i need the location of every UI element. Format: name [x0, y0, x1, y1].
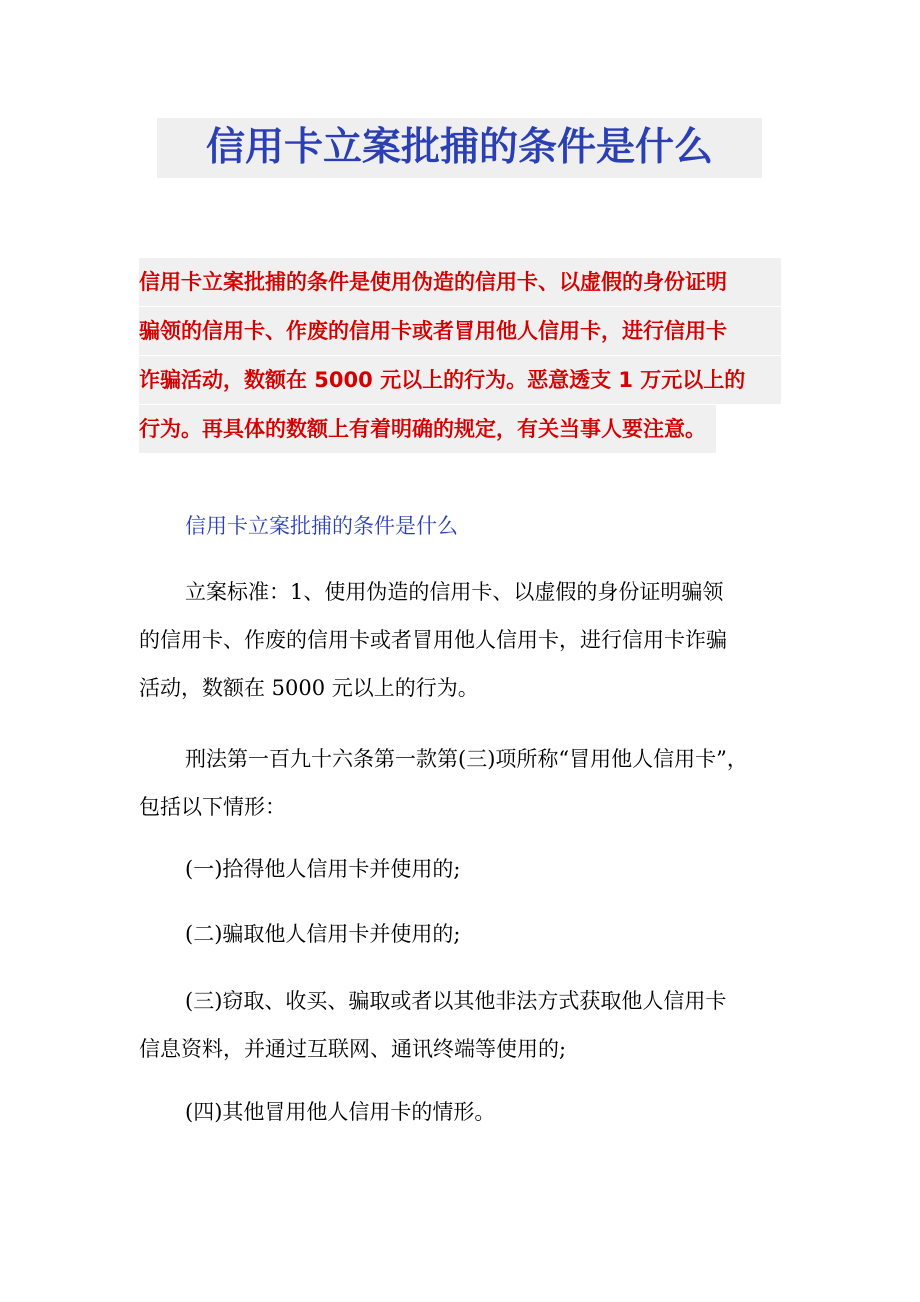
list-item-1 — [139, 845, 784, 893]
list-item-3 — [139, 977, 784, 1073]
paragraph-line: 立案标准：1、使用伪造的信用卡、以虚假的身份证明骗领 — [185, 580, 724, 604]
paragraph-line: (四)其他冒用他人信用卡的情形。 — [185, 1100, 496, 1124]
list-item-4 — [139, 1088, 784, 1136]
page-title: 信用卡立案批捕的条件是什么 — [205, 125, 713, 170]
paragraph-line: (二)骗取他人信用卡并使用的; — [185, 922, 461, 946]
paragraph-line: 信息资料，并通过互联网、通讯终端等使用的; — [139, 1037, 567, 1061]
paragraph-line: 活动，数额在 5000 元以上的行为。 — [139, 676, 479, 700]
summary-block — [139, 258, 781, 454]
summary-line: 行为。再具体的数额上有着明确的规定，有关当事人要注意。 — [139, 405, 716, 453]
list-item-2 — [139, 910, 784, 958]
summary-line: 骗领的信用卡、作废的信用卡或者冒用他人信用卡，进行信用卡 — [139, 307, 781, 355]
paragraph-standard — [139, 568, 784, 712]
paragraph-line: 刑法第一百九十六条第一款第(三)项所称“冒用他人信用卡”， — [185, 747, 748, 771]
section-heading: 信用卡立案批捕的条件是什么 — [185, 514, 458, 538]
title-highlight — [157, 118, 762, 178]
paragraph-line: (一)拾得他人信用卡并使用的; — [185, 857, 461, 881]
paragraph-definition — [139, 735, 784, 831]
paragraph-line: 包括以下情形： — [139, 795, 286, 819]
summary-line: 诈骗活动，数额在 5000 元以上的行为。恶意透支 1 万元以上的 — [139, 356, 781, 404]
paragraph-line: 的信用卡、作废的信用卡或者冒用他人信用卡，进行信用卡诈骗 — [139, 628, 727, 652]
summary-line: 信用卡立案批捕的条件是使用伪造的信用卡、以虚假的身份证明 — [139, 258, 781, 306]
paragraph-line: (三)窃取、收买、骗取或者以其他非法方式获取他人信用卡 — [185, 989, 727, 1013]
